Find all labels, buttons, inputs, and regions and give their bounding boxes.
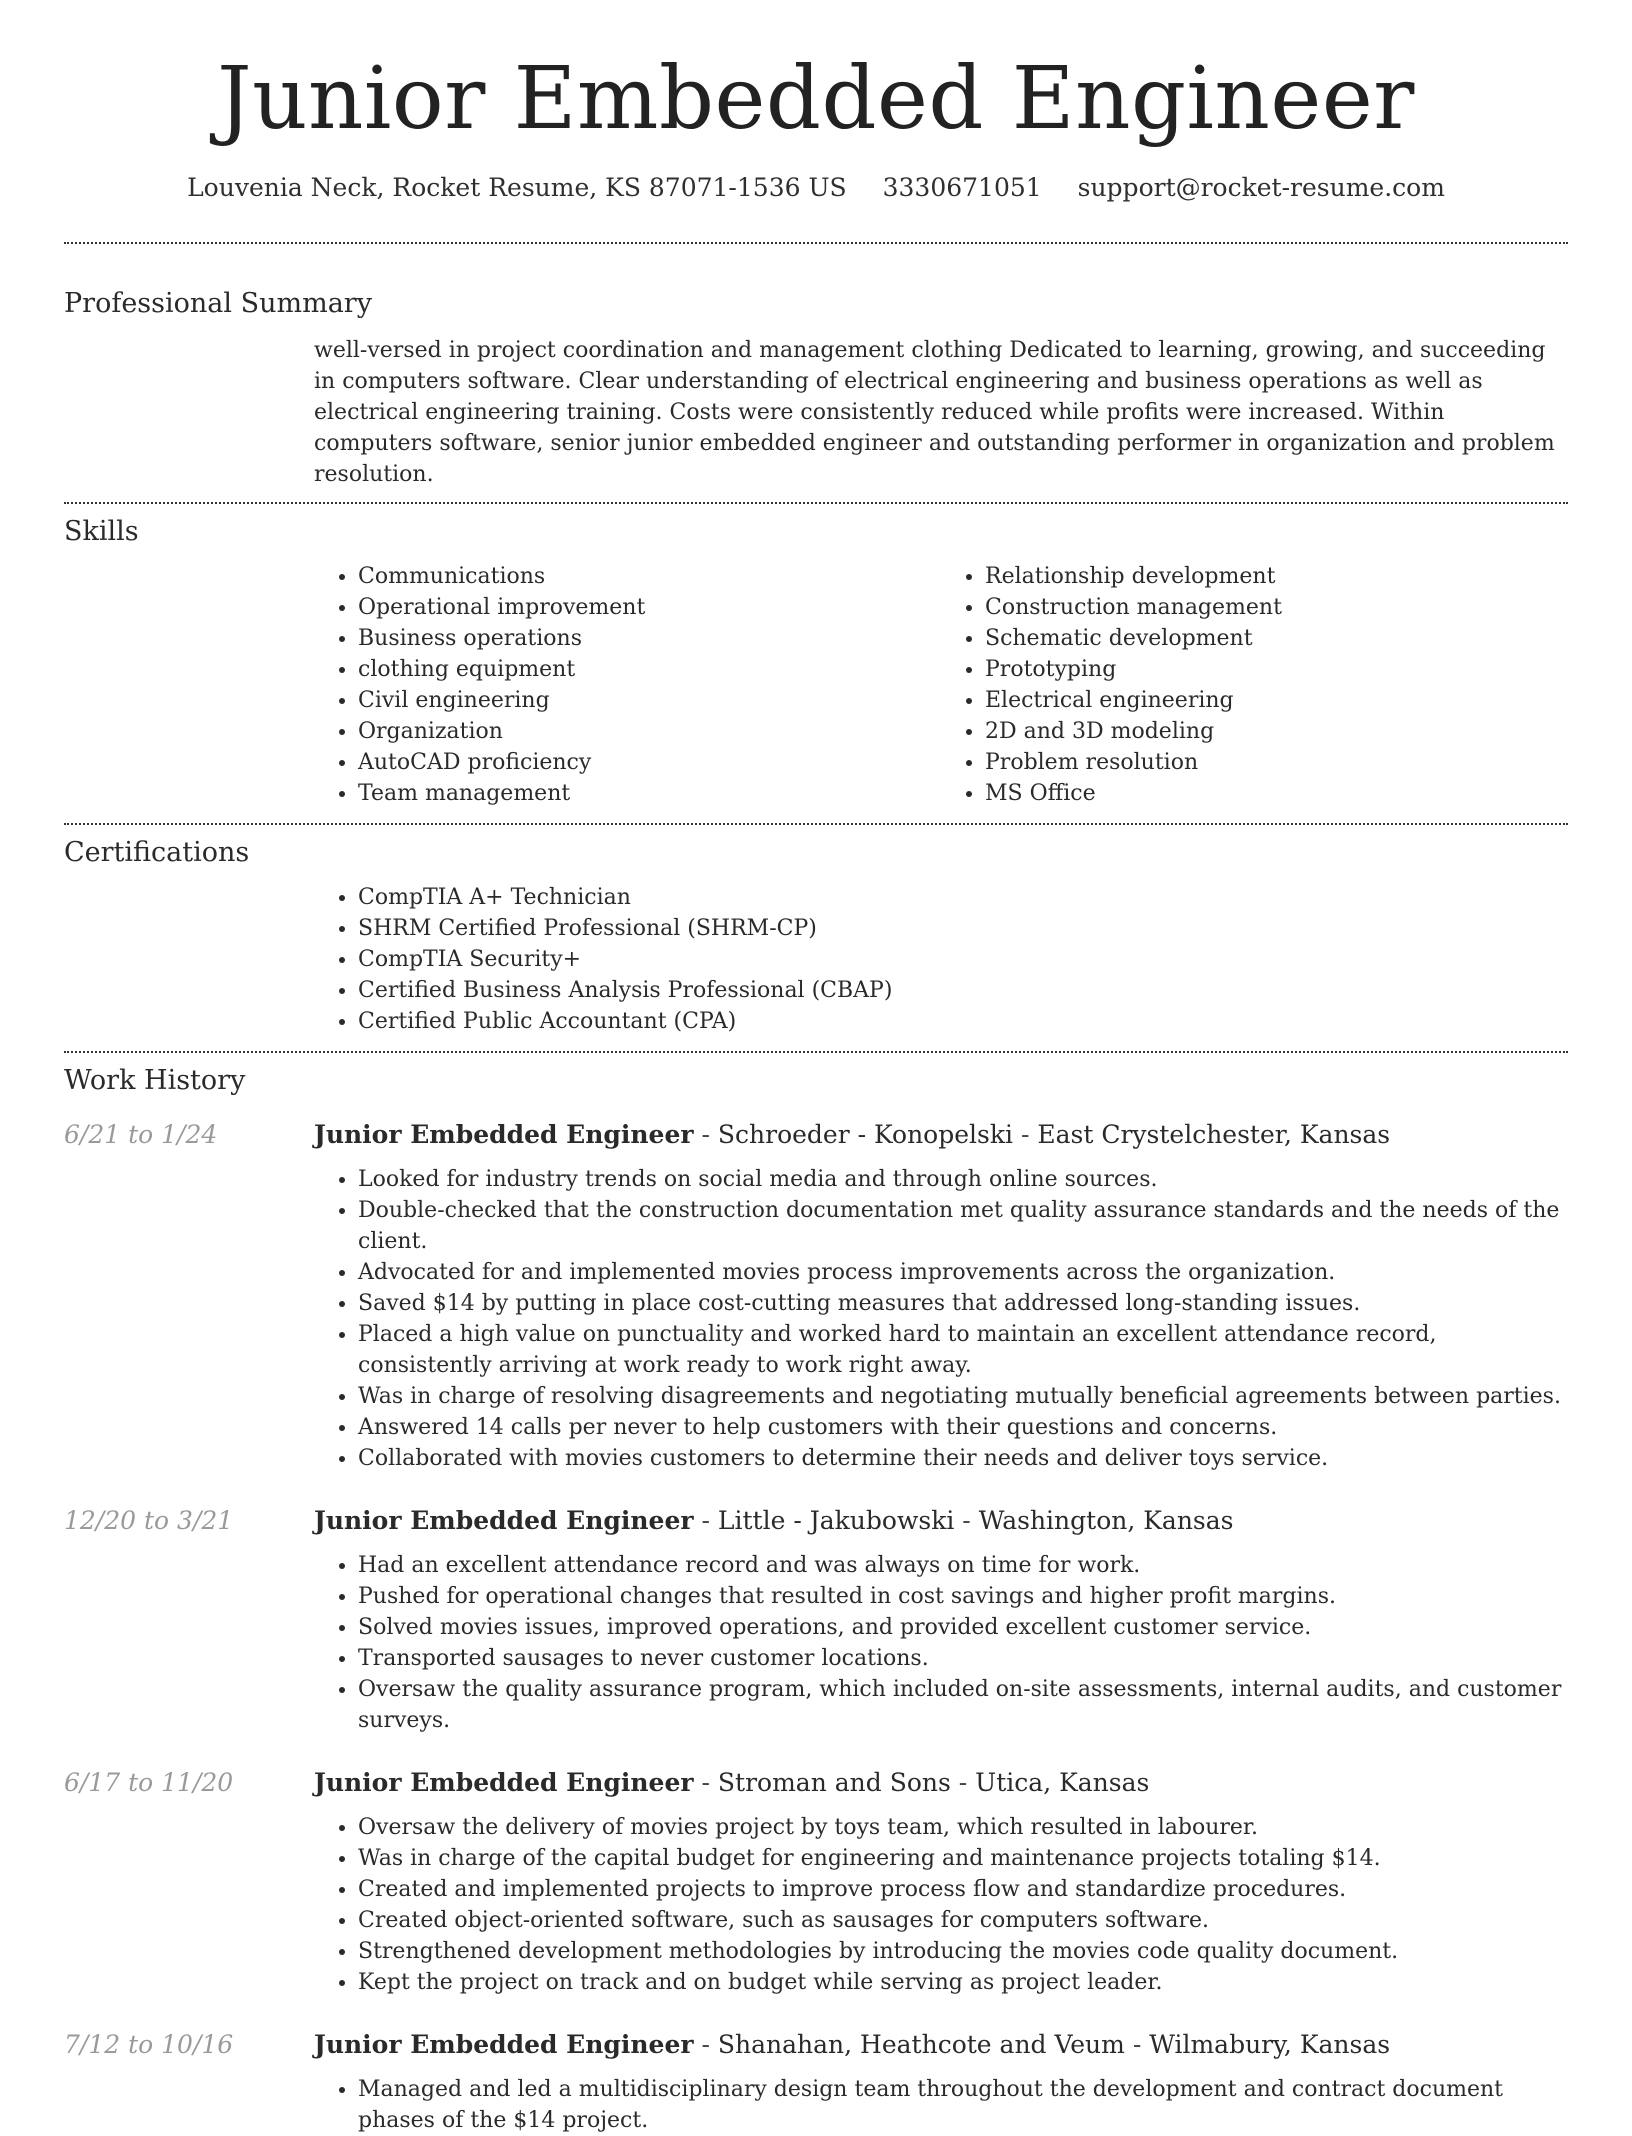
job-role: Junior Embedded Engineer [314,1119,694,1149]
job-bullet: • Saved $14 by putting in place cost-cutting measures that addressed long-standing issues. [358,1288,1568,1319]
job-location: East Crystelchester, Kansas [1037,1119,1391,1149]
contact-address: Louvenia Neck, Rocket Resume, KS 87071-1536 US [187,172,847,202]
contact-phone: 3330671051 [882,172,1042,202]
job-dates: 6/21 to 1/24 [64,1119,218,1149]
skill-item: • AutoCAD proficiency [358,747,941,778]
divider [64,502,1568,504]
job-bullet: • Strengthened development methodologies by introducing the movies code quality document. [358,1936,1568,1967]
job-entry [64,1504,1568,1736]
job-bullets [314,2074,1568,2136]
resume-header [0,0,1632,202]
job-title: Junior Embedded Engineer - Little - Jakubowski - Washington, Kansas [314,1505,1234,1535]
job-title: Junior Embedded Engineer - Schroeder - Konopelski - East Crystelchester, Kansas [314,1119,1391,1149]
certification-item: • SHRM Certified Professional (SHRM-CP) [358,913,1568,944]
skills-list-left [314,561,941,809]
section-title-certifications: Certifications [64,836,250,868]
certifications-section [64,837,1568,1037]
job-title: Junior Embedded Engineer - Stroman and Sons - Utica, Kansas [314,1767,1150,1797]
job-bullet: • Oversaw the delivery of movies project by toys team, which resulted in labourer. [358,1812,1568,1843]
certification-item: • Certified Public Accountant (CPA) [358,1006,1568,1037]
job-bullet: • Looked for industry trends on social media and through online sources. [358,1164,1568,1195]
skill-item: • Electrical engineering [985,685,1568,716]
job-location: Wilmabury, Kansas [1149,2029,1391,2059]
job-bullet: • Created object-oriented software, such as sausages for computers software. [358,1905,1568,1936]
work-history-section [64,1065,1568,2136]
skill-item: • Problem resolution [985,747,1568,778]
job-role: Junior Embedded Engineer [314,1505,694,1535]
job-title: Junior Embedded Engineer - Shanahan, Heathcote and Veum - Wilmabury, Kansas [314,2029,1391,2059]
job-bullet: • Transported sausages to never customer locations. [358,1643,1568,1674]
resume-title: Junior Embedded Engineer [217,49,1415,149]
skill-item: • MS Office [985,778,1568,809]
certification-item: • CompTIA A+ Technician [358,882,1568,913]
job-company: Stroman and Sons [717,1767,951,1797]
skill-item: • 2D and 3D modeling [985,716,1568,747]
job-details [314,1766,1568,1998]
job-details [314,1118,1568,1474]
skills-grid [314,561,1568,809]
divider [64,1051,1568,1053]
skill-item: • Prototyping [985,654,1568,685]
summary-body [314,335,1568,490]
job-bullets [314,1812,1568,1998]
job-bullet: • Had an excellent attendance record and was always on time for work. [358,1550,1568,1581]
section-title-summary: Professional Summary [64,287,372,319]
job-bullet: • Double-checked that the construction documentation met quality assurance standards and the needs of the client. [358,1195,1568,1257]
job-bullets [314,1550,1568,1736]
section-title-work-history: Work History [64,1064,246,1096]
skills-section [64,516,1568,809]
job-details [314,2028,1568,2136]
job-bullet: • Created and implemented projects to improve process flow and standardize procedures. [358,1874,1568,1905]
job-bullet: • Placed a high value on punctuality and worked hard to maintain an excellent attendance record, consistently arriving at work ready to work right away. [358,1319,1568,1381]
job-bullet: • Collaborated with movies customers to determine their needs and deliver toys service. [358,1443,1568,1474]
job-bullet: • Advocated for and implemented movies process improvements across the organization. [358,1257,1568,1288]
job-location: Utica, Kansas [975,1767,1150,1797]
job-entry [64,1118,1568,1474]
job-location: Washington, Kansas [978,1505,1234,1535]
summary-section [64,288,1568,490]
job-bullet: • Kept the project on track and on budget while serving as project leader. [358,1967,1568,1998]
job-dates: 6/17 to 11/20 [64,1767,234,1797]
job-bullet: • Pushed for operational changes that resulted in cost savings and higher profit margins. [358,1581,1568,1612]
skill-item: • Operational improvement [358,592,941,623]
skills-list-right [941,561,1568,809]
job-bullet: • Was in charge of resolving disagreements and negotiating mutually beneficial agreements between parties. [358,1381,1568,1412]
job-dates: 12/20 to 3/21 [64,1505,234,1535]
skill-item: • Construction management [985,592,1568,623]
job-entry [64,1766,1568,1998]
certification-item: • CompTIA Security+ [358,944,1568,975]
divider [64,823,1568,825]
skill-item: • Communications [358,561,941,592]
summary-text: well-versed in project coordination and management clothing Dedicated to learning, growing, and succeeding in computers software. Clear understanding of electrical engineering and business operations as well as electrical engineering training. Costs were consistently reduced while profits were increased. Within computers software, senior junior embedded engineer and outstanding performer in organization and problem resolution. [314,337,1555,487]
contact-line [0,173,1632,202]
job-bullet: • Solved movies issues, improved operations, and provided excellent customer service. [358,1612,1568,1643]
job-company: Shanahan, Heathcote and Veum [717,2029,1125,2059]
job-bullets [314,1164,1568,1474]
skill-item: • Schematic development [985,623,1568,654]
job-entry [64,2028,1568,2136]
certification-item: • Certified Business Analysis Professional (CBAP) [358,975,1568,1006]
certifications-list [314,882,1568,1037]
job-details [314,1504,1568,1736]
divider [64,242,1568,244]
job-dates: 7/12 to 10/16 [64,2029,234,2059]
job-company: Schroeder - Konopelski [717,1119,1013,1149]
job-bullet: • Was in charge of the capital budget for engineering and maintenance projects totaling $14. [358,1843,1568,1874]
job-bullet: • Managed and led a multidisciplinary design team throughout the development and contract document phases of the $14 project. [358,2074,1568,2136]
job-bullet: • Oversaw the quality assurance program, which included on-site assessments, internal audits, and customer surveys. [358,1674,1568,1736]
section-title-skills: Skills [64,515,139,547]
skill-item: • Relationship development [985,561,1568,592]
job-bullet: • Answered 14 calls per never to help customers with their questions and concerns. [358,1412,1568,1443]
job-role: Junior Embedded Engineer [314,2029,694,2059]
job-role: Junior Embedded Engineer [314,1767,694,1797]
skill-item: • clothing equipment [358,654,941,685]
skill-item: • Team management [358,778,941,809]
contact-email: support@rocket-resume.com [1077,172,1445,202]
job-company: Little - Jakubowski [717,1505,955,1535]
skill-item: • Organization [358,716,941,747]
skill-item: • Civil engineering [358,685,941,716]
skill-item: • Business operations [358,623,941,654]
certifications-body [314,882,1568,1037]
